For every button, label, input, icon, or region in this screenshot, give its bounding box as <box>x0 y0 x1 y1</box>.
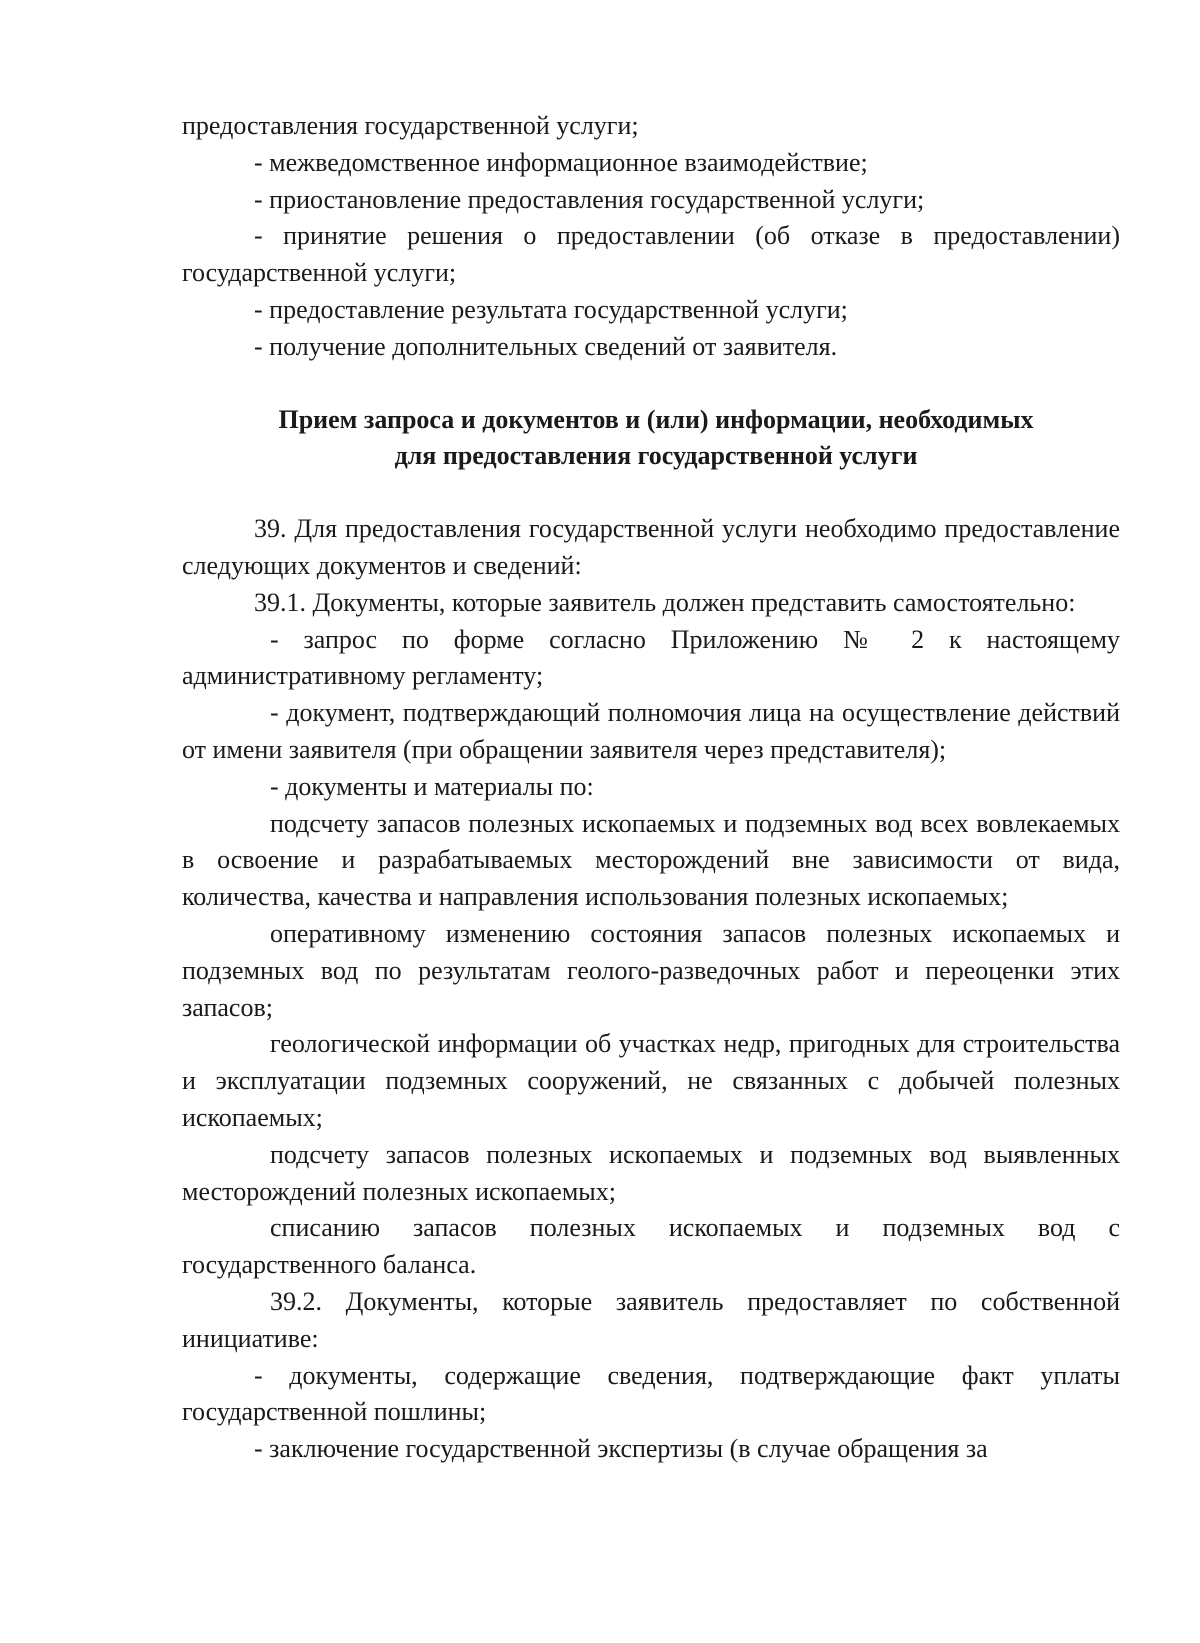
paragraph-39-2: 39.2. Документы, которые заявитель предоставляет по собственной инициативе: <box>182 1286 1120 1353</box>
list-item: - документы и материалы по: <box>270 771 594 801</box>
sub-item: подсчету запасов полезных ископаемых и подземных вод всех вовлекаемых в освоение и разрабатываемых месторождений вне зависимости от вида, количества, качества и направления использования полезных ископаемых; <box>182 808 1120 912</box>
section-heading-line-2: для предоставления государственной услуги <box>394 441 918 471</box>
paragraph-39-1: 39.1. Документы, которые заявитель должен представить самостоятельно: <box>254 587 1076 617</box>
paragraph-39: 39. Для предоставления государственной услуги необходимо предоставление следующих документов и сведений: <box>182 514 1120 580</box>
list-item: - межведомственное информационное взаимодействие; <box>254 147 868 177</box>
list-item: - приостановление предоставления государственной услуги; <box>254 184 925 214</box>
list-item: - запрос по форме согласно Приложению № 2 к настоящему административному регламенту; <box>182 624 1120 691</box>
list-item: - заключение государственной экспертизы (в случае обращения за <box>254 1434 988 1464</box>
document-body <box>182 108 1120 1468</box>
sub-item: оперативному изменению состояния запасов полезных ископаемых и подземных вод по результатам геолого-разведочных работ и переоценки этих запасов; <box>182 918 1120 1022</box>
text-line: предоставления государственной услуги; <box>182 111 639 140</box>
list-item: - предоставление результата государственной услуги; <box>254 294 848 324</box>
sub-item: подсчету запасов полезных ископаемых и подземных вод выявленных месторождений полезных ископаемых; <box>182 1139 1120 1206</box>
sub-item: списанию запасов полезных ископаемых и подземных вод с государственного баланса. <box>182 1213 1120 1280</box>
sub-item: геологической информации об участках недр, пригодных для строительства и эксплуатации подземных сооружений, не связанных с добычей полезных ископаемых; <box>182 1029 1120 1132</box>
list-item: - получение дополнительных сведений от заявителя. <box>254 331 838 361</box>
list-item: - документы, содержащие сведения, подтверждающие факт уплаты государственной пошлины; <box>182 1360 1120 1427</box>
list-item: - документ, подтверждающий полномочия лица на осуществление действий от имени заявителя (при обращении заявителя через представителя); <box>182 698 1120 764</box>
section-heading-line-1: Прием запроса и документов и (или) информации, необходимых <box>278 404 1034 434</box>
list-item: - принятие решения о предоставлении (об отказе в предоставлении) государственной услуги; <box>182 221 1120 288</box>
